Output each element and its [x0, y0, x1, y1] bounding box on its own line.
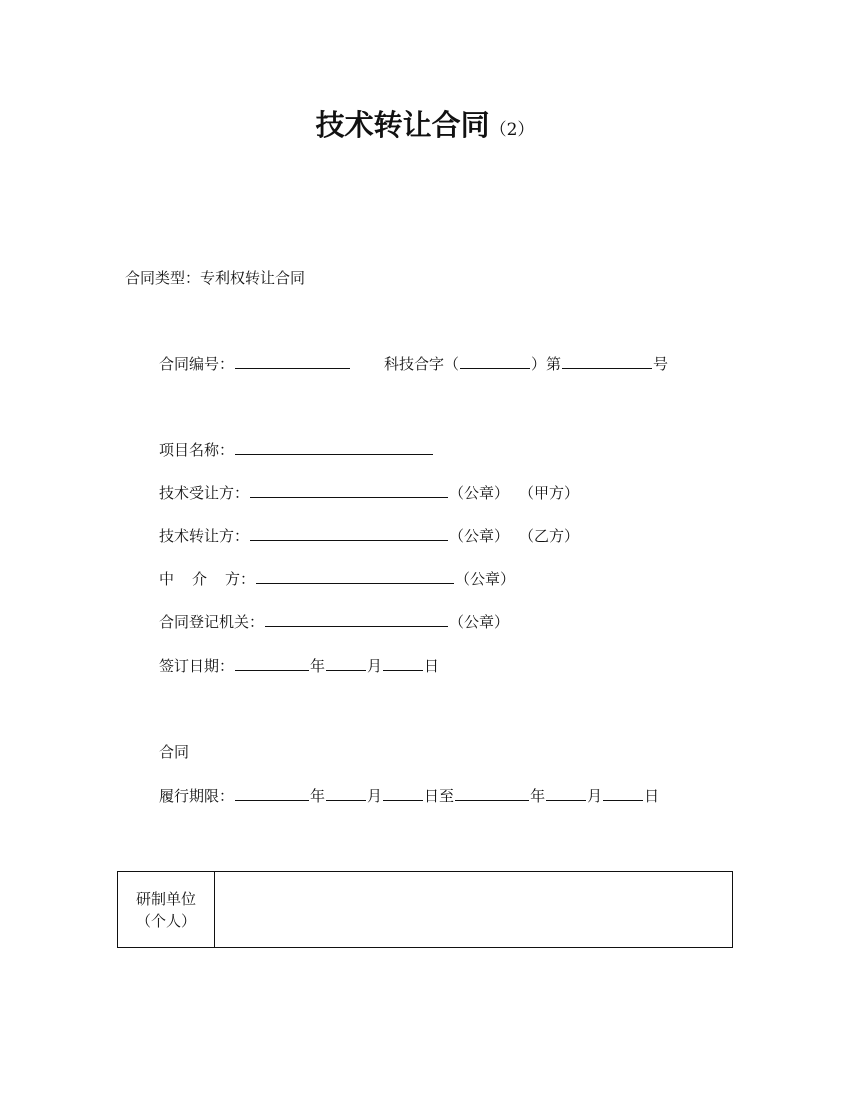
developer-value-cell	[215, 872, 733, 948]
intermediary-label-1: 中	[159, 570, 175, 588]
intermediary-blank	[256, 569, 454, 584]
term-end-day-unit: 日	[644, 787, 660, 805]
contract-number-label: 合同编号：	[159, 355, 235, 373]
term-label: 履行期限：	[159, 787, 235, 805]
party-a-label: （甲方）	[519, 484, 580, 502]
project-name-row	[159, 440, 434, 460]
term-end-day-blank	[603, 786, 643, 801]
term-end-month-unit: 月	[587, 787, 603, 805]
title-block	[0, 103, 850, 144]
project-name-label: 项目名称：	[159, 441, 235, 459]
sign-date-row	[159, 656, 439, 676]
term-start-month-unit: 月	[367, 787, 383, 805]
sign-day-unit: 日	[424, 657, 440, 675]
term-end-year-unit: 年	[530, 787, 546, 805]
term-start-day-unit: 日至	[424, 787, 455, 805]
term-heading: 合同	[159, 743, 190, 761]
contract-code-blank	[460, 354, 530, 369]
intermediary-label-3: 方：	[225, 570, 256, 588]
developer-table	[117, 871, 733, 948]
contract-serial-blank	[562, 354, 652, 369]
transferor-row	[159, 526, 579, 546]
registry-blank	[265, 612, 448, 627]
sign-month-unit: 月	[367, 657, 383, 675]
transferee-row	[159, 483, 579, 503]
term-start-day-blank	[383, 786, 423, 801]
contract-number-row	[159, 354, 668, 374]
document-title-suffix: （2）	[489, 120, 535, 140]
sign-month-blank	[326, 656, 366, 671]
developer-label-line2: （个人）	[135, 911, 196, 930]
registry-stamp: （公章）	[449, 613, 510, 631]
sign-year-blank	[235, 656, 309, 671]
term-start-year-blank	[235, 786, 309, 801]
transferee-label: 技术受让方：	[159, 484, 250, 502]
transferee-blank	[250, 483, 448, 498]
registry-label: 合同登记机关：	[159, 613, 265, 631]
document-title: 技术转让合同	[315, 108, 490, 142]
term-end-year-blank	[455, 786, 529, 801]
party-b-label: （乙方）	[519, 527, 580, 545]
transferee-stamp: （公章）	[449, 484, 510, 502]
intermediary-label-2: 介	[192, 570, 208, 588]
contract-code-middle: ）第	[531, 355, 562, 373]
sign-day-blank	[383, 656, 423, 671]
sign-date-label: 签订日期：	[159, 657, 235, 675]
transferor-stamp: （公章）	[449, 527, 510, 545]
contract-code-prefix: 科技合字（	[384, 355, 460, 373]
sign-year-unit: 年	[310, 657, 326, 675]
term-row	[159, 786, 659, 806]
term-start-year-unit: 年	[310, 787, 326, 805]
contract-type: 合同类型：专利权转让合同	[125, 269, 306, 287]
developer-label-cell	[118, 872, 215, 948]
term-start-month-blank	[326, 786, 366, 801]
transferor-label: 技术转让方：	[159, 527, 250, 545]
registry-row	[159, 612, 509, 632]
developer-label-line1: 研制单位	[135, 889, 196, 908]
intermediary-row	[159, 569, 515, 589]
transferor-blank	[250, 526, 448, 541]
intermediary-stamp: （公章）	[455, 570, 516, 588]
term-end-month-blank	[546, 786, 586, 801]
contract-number-blank	[235, 354, 350, 369]
project-name-blank	[235, 440, 433, 455]
contract-code-suffix: 号	[653, 355, 669, 373]
